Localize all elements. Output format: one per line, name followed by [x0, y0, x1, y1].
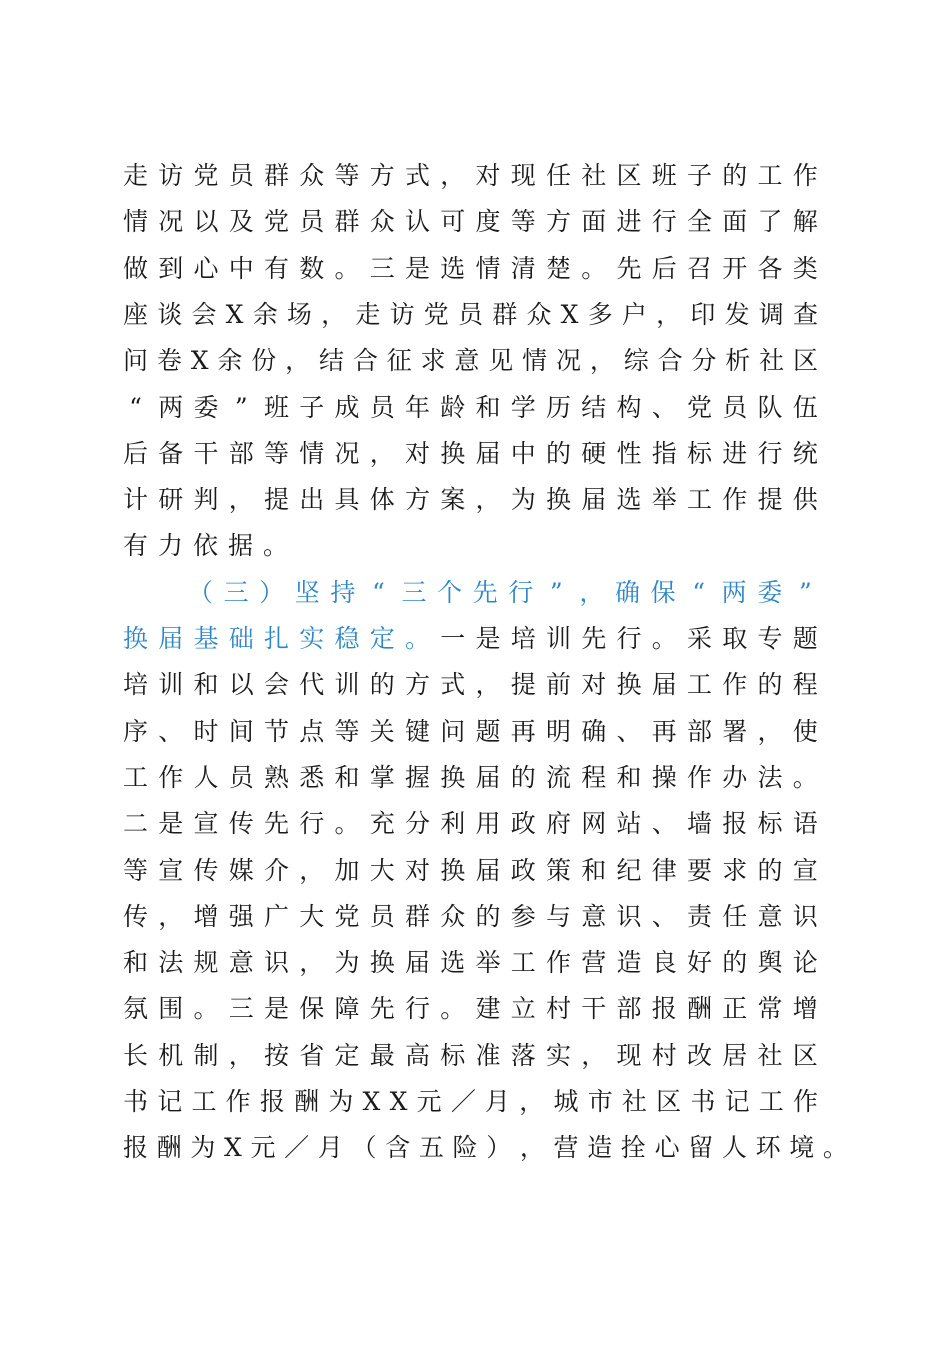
- text-line: （ 三 ） 坚 持 “ 三 个 先 行 ” ， 确 保 “ 两 委 ”: [188, 577, 812, 607]
- text-line: 书 记 工 作 报 酬 为 X X 元 ／ 月 ， 城 市 社 区 书 记 工 作: [123, 1087, 819, 1116]
- text-line: 等 宣 传 媒 介 ， 加 大 对 换 届 政 策 和 纪 律 要 求 的 宣: [123, 855, 818, 885]
- text-line: 和 法 规 意 识 ， 为 换 届 选 举 工 作 营 造 良 好 的 舆 论: [123, 948, 818, 978]
- text-line: 座 谈 会 X 余 场 ， 走 访 党 员 群 众 X 多 户 ， 印 发 调 查: [123, 299, 819, 329]
- text-line: 培 训 和 以 会 代 训 的 方 式 ， 提 前 对 换 届 工 作 的 程: [123, 670, 818, 700]
- text-line: 二 是 宣 传 先 行 。 充 分 利 用 政 府 网 站 、 墙 报 标 语: [123, 809, 818, 839]
- text-line: “ 两 委 ” 班 子 成 员 年 龄 和 学 历 结 构 、 党 员 队 伍: [129, 392, 818, 422]
- text-line: 报 酬 为 X 元 ／ 月 （ 含 五 险 ） ， 营 造 拴 心 留 人 环 境 。: [123, 1133, 848, 1163]
- text-line: 计 研 判 ， 提 出 具 体 方 案 ， 为 换 届 选 举 工 作 提 供: [123, 485, 818, 515]
- text-line: 氛 围 。 三 是 保 障 先 行 。 建 立 村 干 部 报 酬 正 常 增: [123, 994, 818, 1024]
- text-line: 情 况 以 及 党 员 群 众 认 可 度 等 方 面 进 行 全 面 了 解: [123, 207, 818, 237]
- text-line: 换 届 基 础 扎 实 稳 定 。 一 是 培 训 先 行 。 采 取 专 题: [123, 624, 818, 653]
- text-line: 长 机 制 ， 按 省 定 最 高 标 准 落 实 ， 现 村 改 居 社 区: [123, 1040, 818, 1070]
- text-line: 序 、 时 间 节 点 等 关 键 问 题 再 明 确 、 再 部 署 ， 使: [123, 716, 818, 746]
- text-line: 做 到 心 中 有 数 。 三 是 选 情 清 楚 。 先 后 召 开 各 类: [123, 253, 818, 283]
- text-line: 工 作 人 员 熟 悉 和 掌 握 换 届 的 流 程 和 操 作 办 法 。: [123, 762, 818, 792]
- text-line: 问 卷 X 余 份 ， 结 合 征 求 意 见 情 况 ， 综 合 分 析 社 区: [123, 346, 819, 376]
- text-line: 有 力 依 据 。: [123, 531, 289, 561]
- text-line: 传 ， 增 强 广 大 党 员 群 众 的 参 与 意 识 、 责 任 意 识: [123, 901, 818, 931]
- text-line: 后 备 干 部 等 情 况 ， 对 换 届 中 的 硬 性 指 标 进 行 统: [123, 438, 818, 468]
- text-line: 走 访 党 员 群 众 等 方 式 ， 对 现 任 社 区 班 子 的 工 作: [123, 161, 818, 190]
